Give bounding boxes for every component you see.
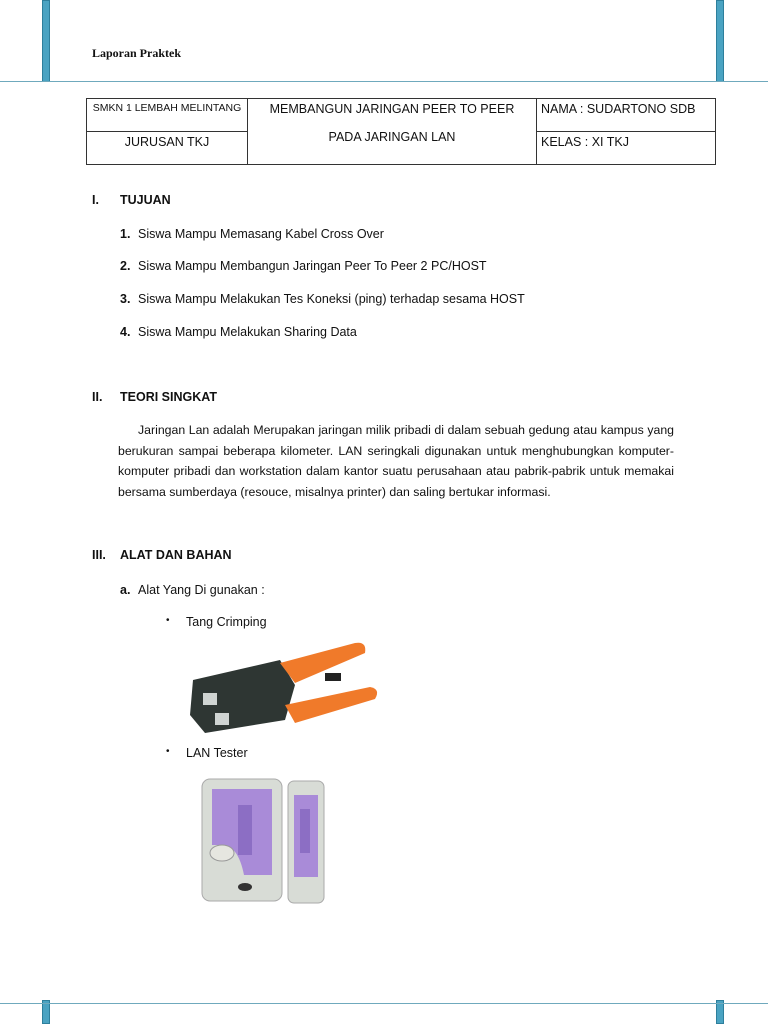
header-title: Laporan Praktek [92, 46, 182, 60]
section-number: I. [92, 193, 99, 207]
header-line [0, 81, 768, 82]
list-item: Siswa Mampu Membangun Jaringan Peer To Peer 2 PC/HOST [138, 259, 487, 273]
tool-label: Tang Crimping [186, 615, 267, 629]
list-item: Siswa Mampu Melakukan Tes Koneksi (ping) terhadap sesama HOST [138, 292, 525, 306]
section-title: ALAT DAN BAHAN [120, 548, 232, 562]
section-title: TUJUAN [120, 193, 171, 207]
margin-bar [42, 0, 50, 82]
margin-bar [716, 0, 724, 82]
tool-label: LAN Tester [186, 746, 248, 760]
section-number: III. [92, 548, 106, 562]
list-item: Siswa Mampu Melakukan Sharing Data [138, 325, 357, 339]
name-cell: NAMA : SUDARTONO SDB [537, 99, 716, 132]
crimping-tool-image [185, 635, 385, 735]
sub-number: a. [120, 583, 131, 597]
info-table [86, 98, 716, 165]
theory-paragraph: Jaringan Lan adalah Merupakan jaringan milik pribadi di dalam sebuah gedung atau kampus yang berukuran sampai beberapa kilometer. LAN seringkali digunakan untuk menghubungkan komputer-komputer pribadi dan workstation dalam kantor suatu perusahaan atau pabrik-pabrik untuk memakai bersama sumberdaya (resouce, misalnya printer) dan saling bertukar informasi. [118, 423, 674, 499]
class-cell: KELAS : XI TKJ [537, 132, 716, 165]
item-number: 2. [120, 259, 131, 273]
sub-heading: Alat Yang Di gunakan : [138, 583, 265, 597]
lan-tester-image [200, 775, 330, 905]
item-number: 1. [120, 227, 131, 241]
title-cell [248, 99, 537, 165]
title-line-1: MEMBANGUN JARINGAN PEER TO PEER [269, 102, 515, 116]
section-number: II. [92, 390, 103, 404]
item-number: 3. [120, 292, 131, 306]
footer-line [0, 1003, 768, 1004]
section-title: TEORI SINGKAT [120, 390, 217, 404]
school-cell: SMKN 1 LEMBAH MELINTANG [87, 99, 248, 132]
title-line-2: PADA JARINGAN LAN [328, 130, 456, 144]
bullet: • [166, 746, 170, 757]
bullet: • [166, 615, 170, 626]
list-item: Siswa Mampu Memasang Kabel Cross Over [138, 227, 384, 241]
department-cell: JURUSAN TKJ [87, 132, 248, 165]
item-number: 4. [120, 325, 131, 339]
